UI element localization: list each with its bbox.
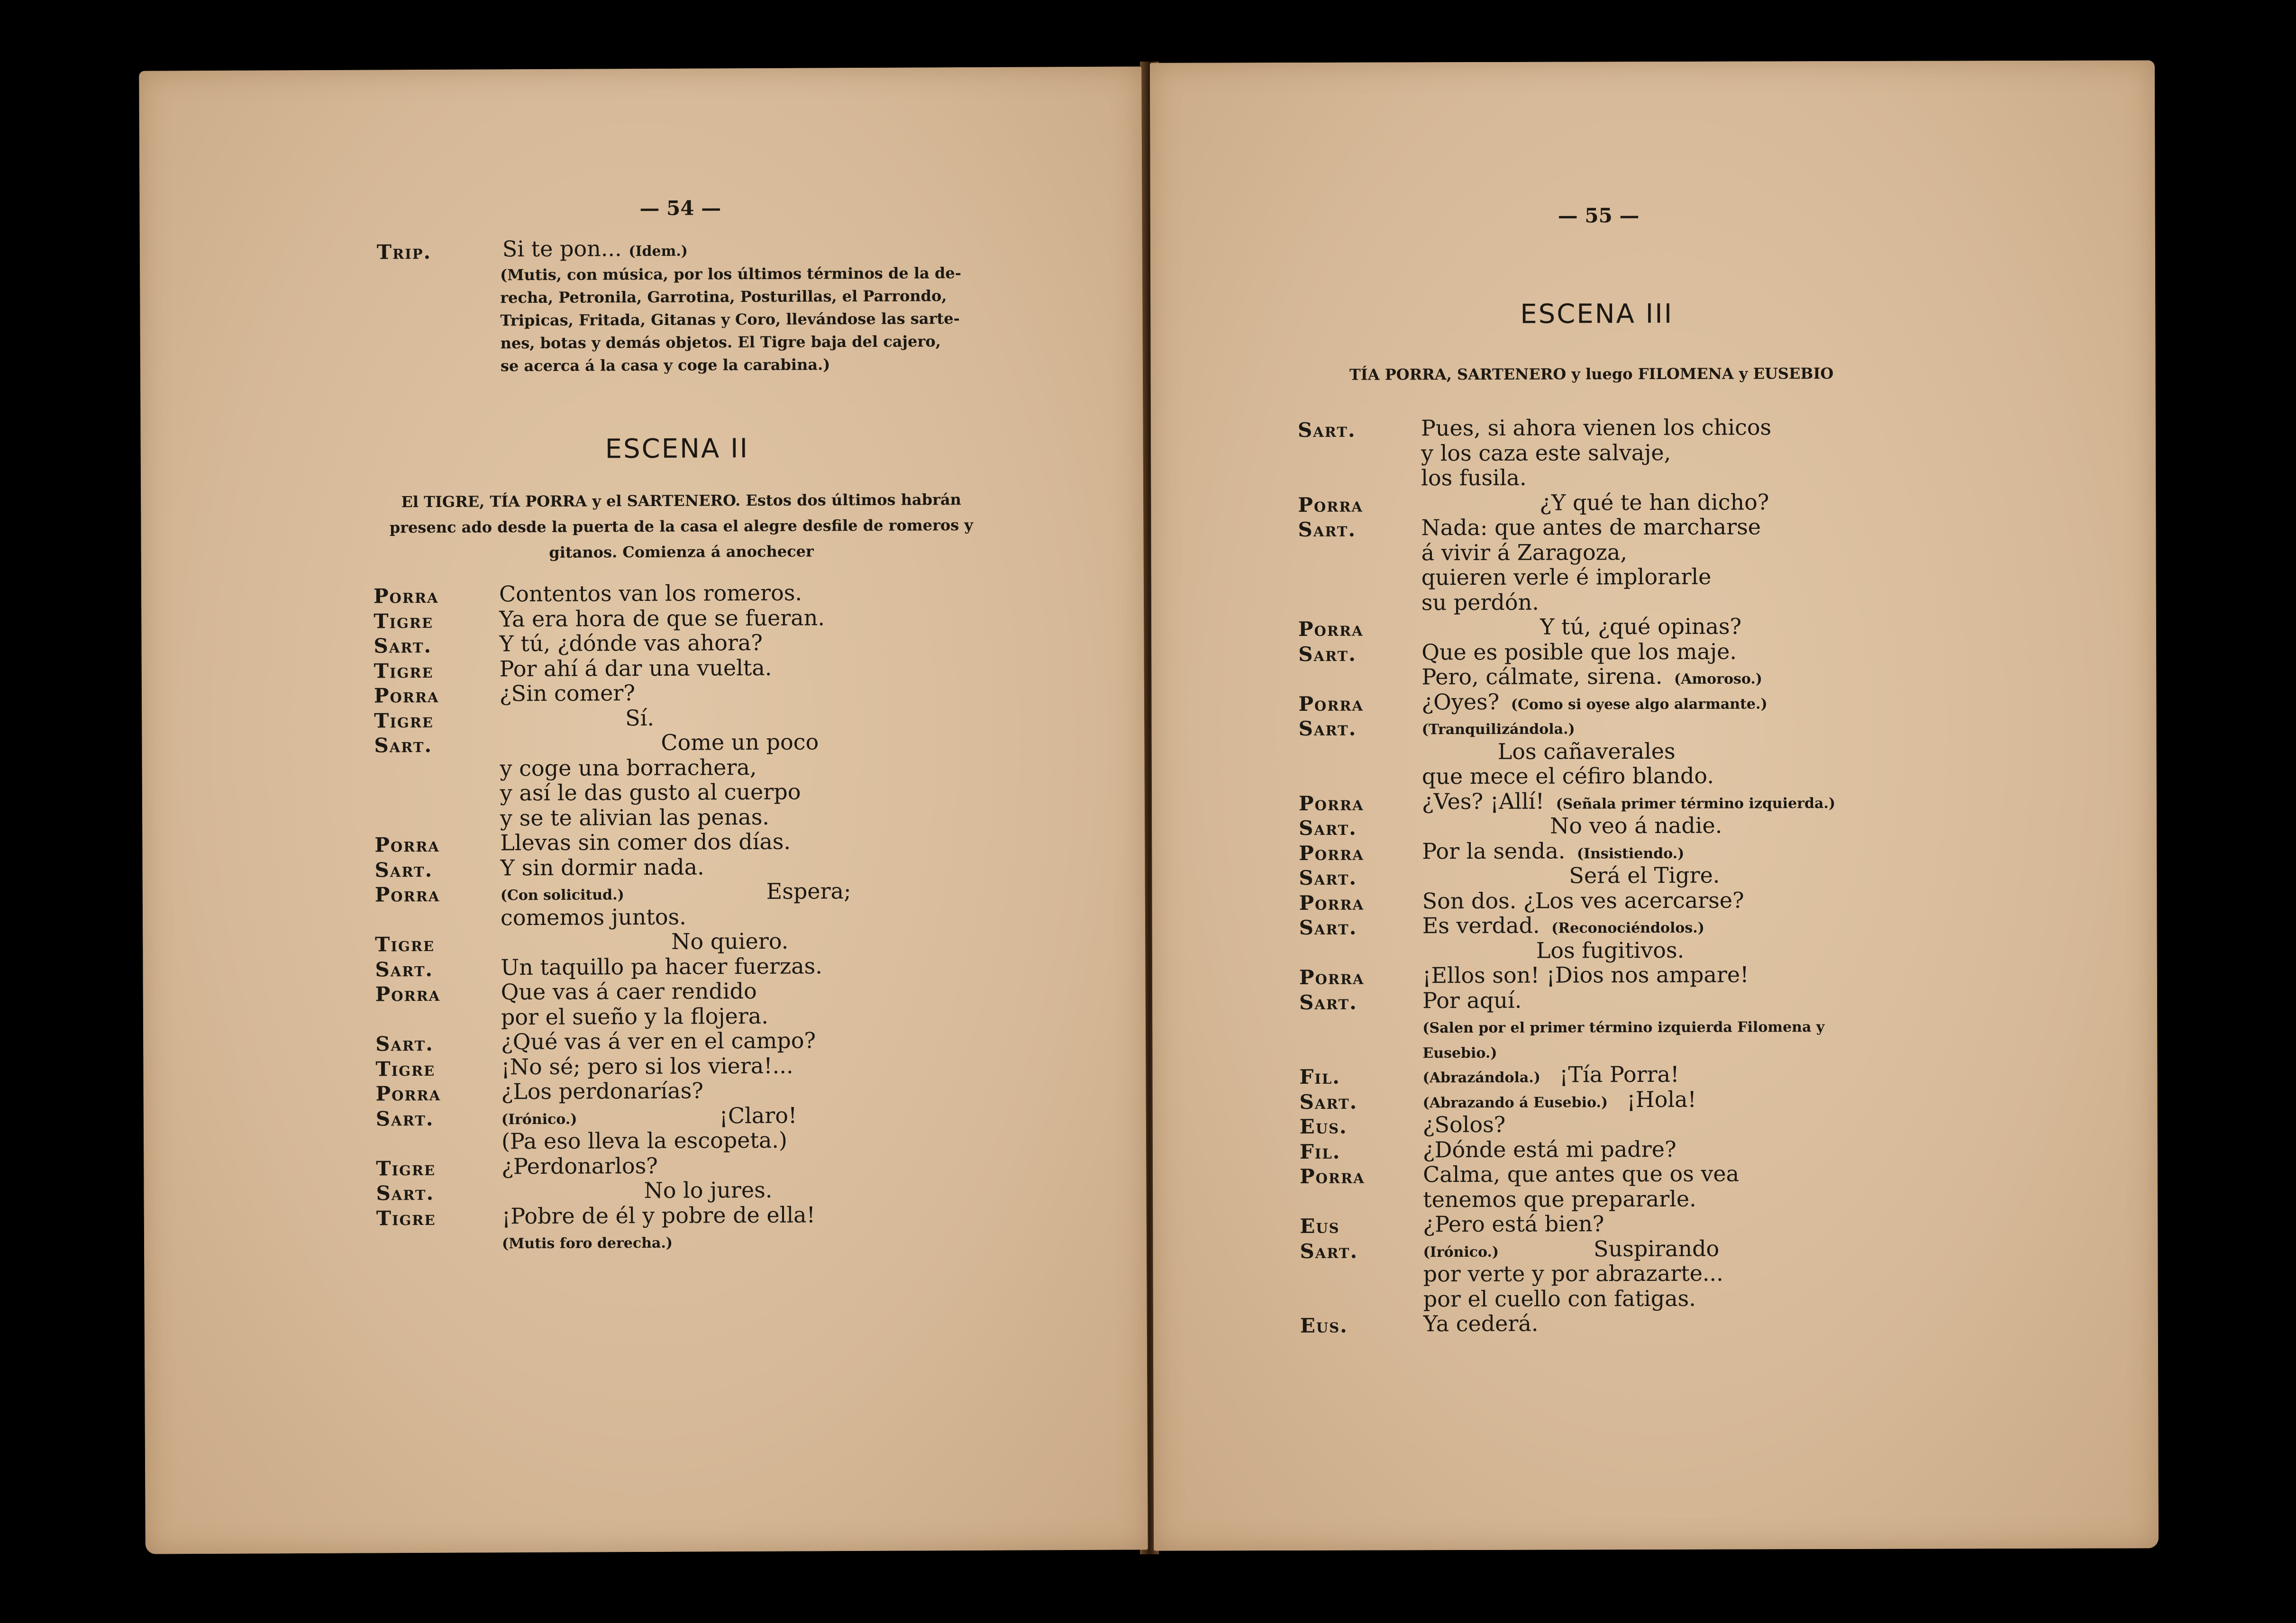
line-text: los fusila. bbox=[1421, 464, 1527, 491]
dialogue-line bbox=[1423, 1161, 1739, 1188]
scene-subtitle: TÍA PORRA, SARTENERO y luego FILOMENA y EUSEBIO bbox=[1349, 364, 1834, 384]
speaker-label: Sart. bbox=[374, 634, 432, 658]
stage-direction: (Idem.) bbox=[629, 243, 688, 260]
dialogue-line bbox=[1421, 439, 1671, 465]
intro-line-text: Si te pon... bbox=[502, 236, 622, 262]
speaker-label: Sart. bbox=[1300, 1239, 1358, 1263]
dialogue-line bbox=[501, 1003, 768, 1029]
line-text: Un taquillo pa hacer fuerzas. bbox=[501, 952, 822, 980]
dialogue-row bbox=[1153, 1284, 2158, 1312]
dialogue-line bbox=[501, 878, 851, 905]
dialogue-line bbox=[1422, 862, 1720, 889]
speaker-label: Sart. bbox=[374, 858, 433, 881]
line-text: ¡No sé; pero si los viera!... bbox=[501, 1052, 793, 1079]
line-text: Pues, si ahora vienen los chicos bbox=[1421, 414, 1772, 441]
dialogue-row bbox=[1151, 488, 2156, 516]
dialogue-line bbox=[501, 1027, 816, 1054]
dialogue-row bbox=[143, 902, 1145, 931]
dialogue-line bbox=[1421, 713, 1575, 739]
dialogue-line bbox=[501, 1102, 797, 1129]
dialogue-row bbox=[143, 952, 1145, 980]
dialogue-line bbox=[1422, 1061, 1679, 1088]
dialogue-row bbox=[1151, 662, 2156, 689]
dialogue-row bbox=[1152, 911, 2157, 938]
dialogue-row bbox=[1153, 1160, 2158, 1187]
line-text: ¡Ellos son! ¡Dios nos ampare! bbox=[1422, 961, 1749, 988]
line-text: No lo jures. bbox=[644, 1177, 773, 1204]
dialogue-row bbox=[1151, 687, 2156, 715]
dialogue-line bbox=[500, 654, 772, 681]
stage-direction: (Mutis foro derecha.) bbox=[501, 1234, 673, 1252]
dialogue-row bbox=[142, 827, 1145, 856]
dialogue-row bbox=[141, 578, 1144, 607]
dialogue-line bbox=[1422, 813, 1722, 839]
speaker-label: Sart. bbox=[375, 1106, 434, 1130]
dialogue-line bbox=[1422, 837, 1684, 863]
line-text: ¡Pobre de él y pobre de ella! bbox=[501, 1201, 816, 1229]
dialogue-row bbox=[143, 877, 1145, 906]
line-text: Nada: que antes de marcharse bbox=[1421, 514, 1761, 541]
dialogue-line bbox=[1421, 589, 1539, 615]
dialogue-line bbox=[502, 1227, 673, 1254]
line-text: por verte y por abrazarte... bbox=[1423, 1260, 1723, 1287]
speaker-label: Sart. bbox=[1297, 418, 1356, 442]
line-text: ¿Ves? ¡Allí! bbox=[1421, 788, 1545, 814]
dialogue-line bbox=[500, 705, 654, 731]
dialogue-row bbox=[1151, 438, 2156, 466]
dialogue-list bbox=[1151, 413, 2159, 1459]
dialogue-line bbox=[501, 953, 822, 980]
dialogue-line bbox=[500, 854, 704, 880]
speaker-label: Porra bbox=[1298, 617, 1364, 641]
dialogue-row bbox=[1151, 712, 2156, 739]
dialogue-line bbox=[1421, 514, 1761, 540]
speaker-label: Tigre bbox=[374, 708, 434, 732]
speaker-label: Porra bbox=[1298, 692, 1364, 716]
speaker-label: Porra bbox=[374, 833, 440, 857]
dialogue-row bbox=[143, 1001, 1146, 1030]
stage-direction: (Insistiendo.) bbox=[1572, 845, 1685, 862]
dialogue-line bbox=[502, 1202, 816, 1229]
dialogue-line bbox=[500, 829, 791, 856]
dialogue-line bbox=[501, 1127, 787, 1154]
dialogue-row bbox=[1153, 1309, 2158, 1336]
dialogue-row bbox=[144, 1225, 1147, 1254]
line-text: comemos juntos. bbox=[500, 904, 686, 930]
dialogue-line bbox=[501, 1177, 772, 1204]
dialogue-line bbox=[499, 580, 802, 607]
dialogue-line bbox=[1423, 1311, 1539, 1337]
stage-direction: (Como si oyese algo alarmante.) bbox=[1506, 695, 1768, 713]
dialogue-line bbox=[1421, 688, 1767, 715]
line-text: ¿Solos? bbox=[1422, 1111, 1506, 1138]
speaker-label: Tigre bbox=[374, 659, 434, 682]
speaker-label: Fil. bbox=[1299, 1065, 1340, 1088]
dialogue-line bbox=[1422, 937, 1685, 963]
speaker-label: Sart. bbox=[1299, 916, 1358, 939]
stage-line: Tripicas, Fritada, Gitanas y Coro, llevándose las sarte- bbox=[500, 309, 960, 330]
dialogue-row bbox=[142, 727, 1144, 756]
page-number: — 55 — bbox=[1558, 204, 1640, 227]
line-text: Los cañaverales bbox=[1497, 738, 1676, 764]
stage-direction: (Irónico.) bbox=[501, 1111, 577, 1128]
line-text: Son dos. ¿Los ves acercarse? bbox=[1422, 887, 1744, 914]
scene-subtitle-line: gitanos. Comienza á anochecer bbox=[549, 542, 814, 562]
dialogue-line bbox=[1421, 663, 1762, 689]
speaker-label: Porra bbox=[1298, 791, 1364, 815]
line-text: ¿Dónde está mi padre? bbox=[1422, 1136, 1676, 1162]
dialogue-row bbox=[1152, 961, 2157, 988]
line-text: á vivir á Zaragoza, bbox=[1421, 539, 1627, 565]
line-text: tenemos que prepararle. bbox=[1423, 1186, 1696, 1212]
line-text: Suspirando bbox=[1594, 1235, 1720, 1261]
dialogue-row bbox=[141, 628, 1144, 657]
speaker-label: Tigre bbox=[374, 609, 434, 633]
line-text: No veo á nadie. bbox=[1550, 812, 1722, 839]
dialogue-line bbox=[1421, 614, 1741, 640]
line-text: Espera; bbox=[766, 878, 851, 904]
dialogue-row bbox=[142, 802, 1145, 831]
line-text: Es verdad. bbox=[1422, 912, 1540, 939]
dialogue-row bbox=[141, 603, 1144, 632]
left-page bbox=[139, 66, 1148, 1554]
speaker-label: Porra bbox=[1299, 841, 1364, 865]
line-text: Por la senda. bbox=[1422, 837, 1566, 864]
dialogue-row bbox=[1151, 538, 2156, 565]
stage-direction: (Amoroso.) bbox=[1669, 671, 1762, 688]
dialogue-row bbox=[142, 753, 1144, 781]
stage-line: nes, botas y demás objetos. El Tigre baja del cajero, bbox=[500, 332, 941, 353]
stage-line: (Mutis, con música, por los últimos términos de la de- bbox=[500, 264, 962, 284]
right-page bbox=[1150, 60, 2159, 1551]
line-text: Llevas sin comer dos días. bbox=[500, 828, 791, 856]
dialogue-line bbox=[1423, 1211, 1604, 1237]
dialogue-row bbox=[142, 653, 1144, 682]
intro-stage-direction bbox=[500, 262, 979, 377]
dialogue-line bbox=[1422, 1037, 1497, 1062]
dialogue-row bbox=[144, 1101, 1146, 1130]
speaker-label: Tigre bbox=[375, 1057, 436, 1080]
dialogue-list bbox=[141, 578, 1147, 1341]
line-text: y se te alivian las penas. bbox=[500, 804, 770, 831]
speaker-label: Porra bbox=[374, 882, 440, 907]
line-text: y coge una borrachera, bbox=[500, 754, 757, 781]
dialogue-line bbox=[1422, 961, 1749, 988]
dialogue-line bbox=[502, 236, 688, 262]
line-text: Ya era hora de que se fueran. bbox=[499, 604, 825, 632]
dialogue-row bbox=[143, 1051, 1146, 1080]
speaker-label: Porra bbox=[1299, 891, 1365, 915]
dialogue-row bbox=[144, 1200, 1147, 1229]
speaker-label: Fil. bbox=[1299, 1140, 1341, 1163]
line-text: por el cuello con fatigas. bbox=[1423, 1285, 1696, 1312]
stage-line: se acerca á la casa y coge la carabina.) bbox=[500, 355, 830, 375]
line-text: Calma, que antes que os vea bbox=[1422, 1161, 1740, 1188]
line-text: Que vas á caer rendido bbox=[501, 978, 757, 1005]
dialogue-row bbox=[1153, 1110, 2158, 1137]
line-text: Pero, cálmate, sirena. bbox=[1421, 663, 1663, 690]
dialogue-row bbox=[144, 1151, 1146, 1179]
dialogue-row bbox=[1151, 562, 2156, 590]
dialogue-line bbox=[501, 928, 788, 955]
dialogue-row bbox=[1153, 1185, 2158, 1212]
speaker-label: Sart. bbox=[1298, 642, 1357, 666]
speaker-label: Tigre bbox=[376, 1156, 436, 1180]
dialogue-line bbox=[1423, 1136, 1676, 1162]
dialogue-line bbox=[1421, 414, 1771, 441]
dialogue-row bbox=[1151, 463, 2156, 490]
speaker-label: Tigre bbox=[376, 1206, 436, 1230]
dialogue-line bbox=[1423, 1235, 1719, 1262]
speaker-label: Sart. bbox=[374, 733, 433, 757]
dialogue-row bbox=[1153, 1135, 2158, 1162]
speaker-label: Sart. bbox=[1299, 816, 1357, 840]
speaker-label: Porra bbox=[374, 683, 439, 707]
dialogue-line bbox=[499, 605, 825, 632]
dialogue-row bbox=[144, 1175, 1146, 1204]
dialogue-row bbox=[1152, 762, 2157, 789]
dialogue-line bbox=[1422, 763, 1714, 789]
speaker-label: Tigre bbox=[375, 932, 435, 956]
line-text: ¿Qué vas á ver en el campo? bbox=[501, 1027, 816, 1055]
dialogue-row bbox=[142, 678, 1144, 707]
dialogue-row bbox=[1151, 513, 2156, 540]
stage-direction: (Tranquilizándola.) bbox=[1421, 721, 1575, 738]
scene-subtitle bbox=[368, 487, 994, 566]
dialogue-line bbox=[1421, 539, 1627, 565]
line-text: Y tú, ¿qué opinas? bbox=[1540, 613, 1742, 640]
speaker-label: Sart. bbox=[375, 957, 434, 981]
dialogue-line bbox=[1421, 489, 1769, 516]
line-text: ¡Claro! bbox=[719, 1102, 797, 1128]
line-text: por el sueño y la flojera. bbox=[501, 1003, 768, 1030]
dialogue-row bbox=[142, 703, 1144, 732]
dialogue-row bbox=[142, 852, 1145, 881]
dialogue-line bbox=[501, 1052, 793, 1079]
speaker-label: Porra bbox=[1298, 493, 1363, 517]
line-text: y así le das gusto al cuerpo bbox=[500, 779, 801, 806]
speaker-label: Porra bbox=[1299, 965, 1365, 989]
stage-direction: Eusebio.) bbox=[1422, 1044, 1497, 1061]
dialogue-line bbox=[500, 804, 769, 830]
dialogue-line bbox=[501, 904, 686, 930]
dialogue-row bbox=[1152, 1010, 2157, 1038]
line-text: ¿Oyes? bbox=[1421, 689, 1500, 715]
dialogue-row bbox=[1153, 1234, 2158, 1262]
dialogue-line bbox=[1422, 788, 1835, 814]
stage-direction: (Señala primer término izquierda.) bbox=[1551, 795, 1836, 813]
dialogue-line bbox=[1421, 564, 1712, 590]
line-text: ¿Los perdonarías? bbox=[501, 1078, 704, 1105]
speaker-label: Sart. bbox=[1298, 517, 1357, 541]
dialogue-row bbox=[143, 1026, 1146, 1055]
dialogue-line bbox=[501, 1152, 658, 1179]
dialogue-row bbox=[143, 926, 1145, 955]
dialogue-line bbox=[1423, 1186, 1696, 1212]
dialogue-line bbox=[1423, 1112, 1506, 1137]
stage-direction: (Abrazando á Eusebio.) bbox=[1422, 1094, 1608, 1111]
line-text: No quiero. bbox=[671, 928, 789, 954]
line-text: Por aquí. bbox=[1422, 987, 1522, 1013]
dialogue-line bbox=[1421, 465, 1527, 491]
speaker-label: Sart. bbox=[376, 1181, 435, 1205]
dialogue-line bbox=[1423, 1260, 1723, 1287]
dialogue-row bbox=[1153, 1085, 2158, 1113]
dialogue-row bbox=[143, 1076, 1146, 1105]
dialogue-row bbox=[1152, 886, 2157, 914]
speaker-label: Sart. bbox=[1299, 990, 1358, 1014]
scene-title: ESCENA II bbox=[605, 433, 749, 465]
dialogue-row bbox=[1153, 1209, 2158, 1237]
dialogue-row bbox=[1152, 1035, 2157, 1063]
dialogue-line bbox=[1422, 1011, 1824, 1038]
dialogue-row bbox=[1152, 836, 2157, 864]
line-text: su perdón. bbox=[1421, 589, 1539, 615]
dialogue-line bbox=[501, 1078, 703, 1104]
dialogue-row bbox=[144, 1125, 1146, 1154]
dialogue-line bbox=[1421, 638, 1737, 665]
scene-subtitle-line: presenc ado desde la puerta de la casa el alegre desfile de romeros y bbox=[389, 516, 974, 537]
speaker-label: Sart. bbox=[1299, 866, 1358, 889]
speaker-label: Eus. bbox=[1299, 1115, 1348, 1138]
scene-subtitle-line: El TIGRE, TÍA PORRA y el SARTENERO. Estos dos últimos habrán bbox=[401, 490, 961, 511]
line-text: Por ahí á dar una vuelta. bbox=[499, 654, 772, 681]
line-text: Los fugitivos. bbox=[1536, 937, 1685, 963]
dialogue-row bbox=[1152, 787, 2157, 814]
dialogue-line bbox=[1423, 1086, 1697, 1113]
scene-title: ESCENA III bbox=[1520, 298, 1674, 330]
dialogue-row bbox=[1153, 1259, 2158, 1287]
speaker-label: Sart. bbox=[1298, 716, 1357, 740]
stage-direction: (Salen por el primer término izquierda Filomena y bbox=[1422, 1019, 1825, 1037]
dialogue-line bbox=[1422, 912, 1704, 939]
line-text: y los caza este salvaje, bbox=[1421, 439, 1671, 466]
line-text: Sí. bbox=[625, 705, 655, 731]
stage-line: recha, Petronila, Garrotina, Posturillas, el Parrondo, bbox=[500, 287, 947, 307]
speaker-label: Eus. bbox=[1300, 1314, 1348, 1337]
dialogue-row bbox=[1152, 861, 2157, 889]
speaker-label: Porra bbox=[375, 982, 441, 1006]
speaker-label: Porra bbox=[375, 1081, 441, 1106]
dialogue-row bbox=[143, 976, 1146, 1005]
speaker-label: Sart. bbox=[1299, 1090, 1358, 1114]
speaker-label: Porra bbox=[1299, 1164, 1365, 1188]
line-text: ¿Perdonarlos? bbox=[501, 1152, 658, 1179]
line-text: ¿Sin comer? bbox=[499, 680, 636, 707]
page-number: — 54 — bbox=[639, 196, 721, 220]
line-text: Y tú, ¿dónde vas ahora? bbox=[499, 629, 763, 657]
line-text: que mece el céfiro blando. bbox=[1421, 762, 1714, 789]
line-text: ¿Y qué te han dicho? bbox=[1540, 489, 1769, 516]
dialogue-row bbox=[142, 777, 1145, 806]
line-text: (Pa eso lleva la escopeta.) bbox=[501, 1127, 788, 1154]
dialogue-row bbox=[1152, 986, 2157, 1013]
dialogue-row bbox=[1151, 637, 2156, 665]
speaker-label: Sart. bbox=[375, 1032, 434, 1056]
stage-direction: (Con solicitud.) bbox=[500, 887, 624, 904]
dialogue-line bbox=[500, 729, 819, 756]
dialogue-line bbox=[1422, 738, 1676, 764]
speaker-label: Porra bbox=[373, 584, 439, 608]
speaker-label: Trip. bbox=[376, 240, 432, 264]
speaker-label: Eus bbox=[1300, 1214, 1340, 1238]
line-text: ¡Tía Porra! bbox=[1559, 1061, 1679, 1088]
dialogue-line bbox=[500, 754, 756, 780]
dialogue-row bbox=[1152, 1060, 2157, 1088]
line-text: Ya cederá. bbox=[1423, 1310, 1539, 1337]
dialogue-line bbox=[501, 978, 757, 1005]
dialogue-row bbox=[1151, 588, 2156, 615]
line-text: ¿Pero está bien? bbox=[1423, 1211, 1604, 1237]
stage-direction: (Abrazándola.) bbox=[1422, 1069, 1540, 1087]
line-text: ¡Hola! bbox=[1627, 1086, 1697, 1112]
dialogue-line bbox=[499, 630, 763, 656]
line-text: Que es posible que los maje. bbox=[1421, 638, 1737, 665]
dialogue-row bbox=[1152, 811, 2157, 839]
dialogue-row bbox=[1151, 413, 2156, 441]
stage-direction: (Irónico.) bbox=[1423, 1243, 1499, 1260]
line-text: Y sin dormir nada. bbox=[500, 853, 704, 880]
line-text: Contentos van los romeros. bbox=[499, 580, 802, 607]
line-text: Come un poco bbox=[661, 729, 819, 755]
dialogue-row bbox=[1152, 737, 2157, 764]
dialogue-row bbox=[1152, 936, 2157, 963]
dialogue-line bbox=[1422, 887, 1744, 914]
dialogue-line bbox=[500, 680, 635, 706]
dialogue-line bbox=[1422, 987, 1522, 1013]
line-text: quieren verle é implorarle bbox=[1421, 563, 1712, 590]
line-text: Será el Tigre. bbox=[1569, 862, 1720, 889]
dialogue-row bbox=[1151, 612, 2156, 640]
dialogue-line bbox=[500, 779, 801, 806]
stage-direction: (Reconociéndolos.) bbox=[1546, 919, 1704, 937]
dialogue-line bbox=[1423, 1285, 1696, 1312]
